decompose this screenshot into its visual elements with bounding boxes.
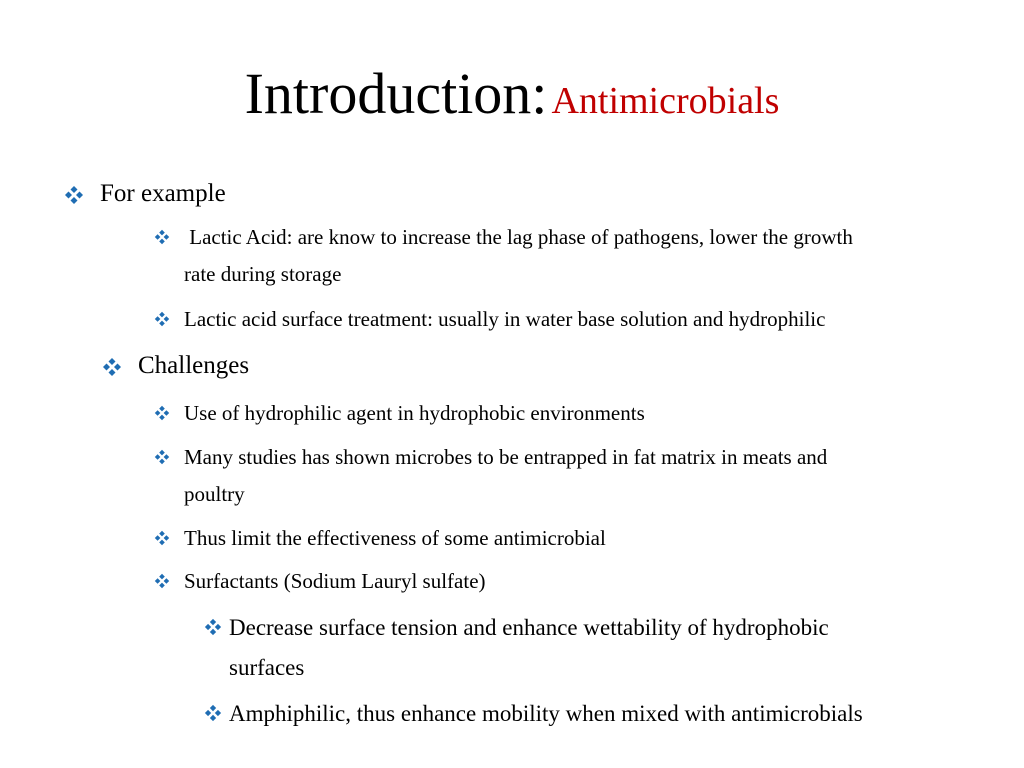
heading-challenges: Challenges [138,352,250,379]
sub-item-amphiphilic: Amphiphilic, thus enhance mobility when mixed with antimicrobials [229,701,863,726]
list-item-limit-effectiveness: Thus limit the effectiveness of some antimicrobial [184,526,606,550]
diamond-bullet-icon [154,449,170,465]
list-item-surfactants: Surfactants (Sodium Lauryl sulfate) [184,569,486,593]
diamond-bullet-icon [154,229,170,245]
diamond-bullet-icon [154,573,170,589]
slide-title [0,60,1024,127]
diamond-bullet-icon [154,311,170,327]
diamond-bullet-icon [64,185,84,205]
list-item-surface-treatment: Lactic acid surface treatment: usually in water base solution and hydrophilic [184,307,826,331]
diamond-bullet-icon [154,530,170,546]
list-item-line: Many studies has shown microbes to be entrapped in fat matrix in meats and [184,445,828,469]
sub-item-line: Decrease surface tension and enhance wettability of hydrophobic [229,615,829,640]
list-item-lactic-acid [184,219,853,293]
title-main: Introduction: [244,61,548,126]
diamond-bullet-icon [102,357,122,377]
list-item-line: Lactic Acid: are know to increase the lag phase of pathogens, lower the growth [184,225,853,249]
sub-item-line: surfaces [229,655,305,680]
title-subtitle: Antimicrobials [551,80,780,122]
sub-item-surface-tension [229,608,829,688]
heading-for-example: For example [100,180,226,207]
list-item-hydrophilic-agent: Use of hydrophilic agent in hydrophobic environments [184,401,645,425]
list-item-line: rate during storage [184,262,342,286]
list-item-microbes-entrapped [184,439,827,513]
list-item-line: poultry [184,482,245,506]
diamond-bullet-icon [204,704,222,722]
diamond-bullet-icon [154,405,170,421]
diamond-bullet-icon [204,618,222,636]
